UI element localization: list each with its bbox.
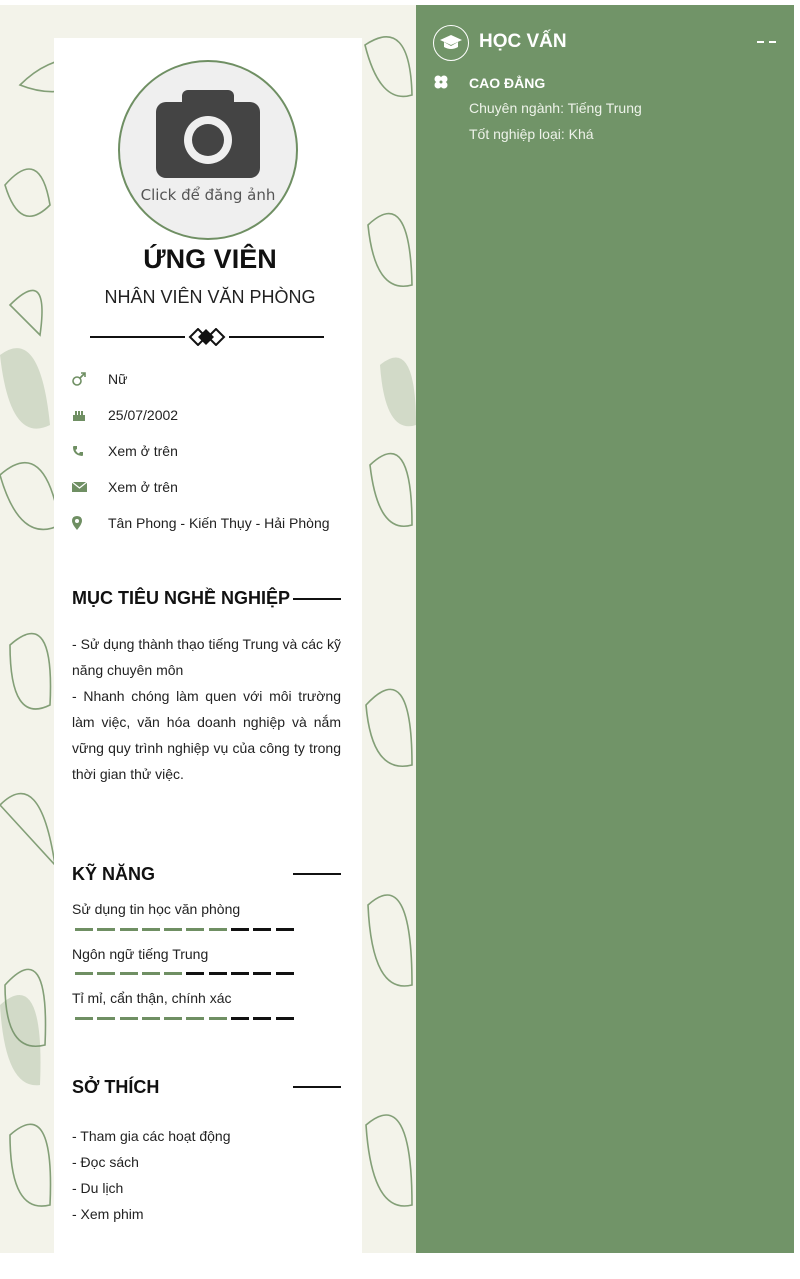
skill-segment-filled — [75, 972, 93, 975]
education-major: Chuyên ngành: Tiếng Trung — [469, 100, 642, 116]
birthday-cake-icon — [72, 408, 108, 422]
skill-segment-empty — [253, 972, 271, 975]
info-birthday — [72, 403, 178, 427]
hobbies-title: SỞ THÍCH — [72, 1077, 160, 1097]
education-school: CAO ĐẲNG — [469, 75, 546, 91]
objective-text — [72, 631, 341, 787]
avatar-upload[interactable] — [118, 60, 298, 240]
phone-icon — [72, 445, 108, 457]
skill-segment-filled — [120, 972, 138, 975]
skill-segment-filled — [186, 928, 204, 931]
camera-icon — [156, 88, 260, 180]
hobby-item: - Tham gia các hoạt động — [72, 1128, 231, 1144]
objective-line: - Sử dụng thành thạo tiếng Trung và các kỹ năng chuyên môn — [72, 636, 341, 678]
info-email — [72, 475, 178, 499]
skill-segment-empty — [231, 1017, 249, 1020]
skill-segment-filled — [209, 928, 227, 931]
hobby-item: - Xem phim — [72, 1206, 144, 1222]
info-gender — [72, 367, 127, 391]
skill-segment-filled — [120, 1017, 138, 1020]
skill-segment-empty — [276, 928, 294, 931]
skill-segment-empty — [253, 1017, 271, 1020]
skill-segment-empty — [231, 972, 249, 975]
skill-segment-filled — [164, 1017, 182, 1020]
candidate-position: NHÂN VIÊN VĂN PHÒNG — [104, 287, 316, 307]
skill-segment-empty — [209, 972, 227, 975]
skill-segment-filled — [75, 928, 93, 931]
education-grade: Tốt nghiệp loại: Khá — [469, 126, 594, 142]
objective-title: MỤC TIÊU NGHỀ NGHIỆP — [72, 588, 291, 608]
hobby-item: - Đọc sách — [72, 1154, 139, 1170]
phone-value: Xem ở trên — [108, 443, 178, 459]
skill-level-bar — [75, 1017, 298, 1020]
graduation-cap-icon — [433, 25, 469, 61]
skill-segment-empty — [186, 972, 204, 975]
skill-segment-filled — [142, 1017, 160, 1020]
skill-segment-empty — [276, 972, 294, 975]
education-title: HỌC VẤN — [479, 31, 567, 52]
hobby-item: - Du lịch — [72, 1180, 124, 1196]
skill-label: Sử dụng tin học văn phòng — [72, 901, 241, 917]
skill-segment-filled — [186, 1017, 204, 1020]
skill-segment-filled — [142, 928, 160, 931]
skill-segment-filled — [97, 972, 115, 975]
skill-segment-filled — [164, 928, 182, 931]
skill-label: Tỉ mỉ, cẩn thận, chính xác — [72, 990, 232, 1006]
ornament-divider — [90, 327, 324, 347]
skill-segment-empty — [231, 928, 249, 931]
section-menu-toggle[interactable] — [757, 41, 776, 43]
skill-segment-filled — [164, 972, 182, 975]
candidate-name: ỨNG VIÊN — [143, 244, 277, 274]
skill-level-bar — [75, 928, 298, 931]
objective-title-line — [293, 598, 341, 600]
map-marker-icon — [72, 516, 108, 530]
envelope-icon — [72, 481, 108, 493]
skills-title-line — [293, 873, 341, 875]
gender-value: Nữ — [108, 371, 128, 387]
diamond-ornament-icon — [188, 328, 226, 346]
skill-level-bar — [75, 972, 298, 975]
address-value: Tân Phong - Kiến Thụy - Hải Phòng — [108, 515, 330, 531]
info-address — [72, 511, 330, 535]
skill-segment-filled — [97, 1017, 115, 1020]
objective-line: - Nhanh chóng làm quen với môi trường làm việc, văn hóa doanh nghiệp và nắm vững quy trình nghiệp vụ của công ty trong thời gian thử việc. — [72, 688, 341, 782]
birthday-value: 25/07/2002 — [108, 407, 179, 423]
skill-segment-empty — [253, 928, 271, 931]
skill-segment-filled — [75, 1017, 93, 1020]
skills-title: KỸ NĂNG — [72, 864, 156, 884]
email-value: Xem ở trên — [108, 479, 178, 495]
skill-segment-empty — [276, 1017, 294, 1020]
education-panel — [416, 5, 794, 1253]
skill-segment-filled — [97, 928, 115, 931]
skill-segment-filled — [120, 928, 138, 931]
info-phone — [72, 439, 178, 463]
avatar-upload-label: Click để đăng ảnh — [140, 186, 276, 204]
skill-label: Ngôn ngữ tiếng Trung — [72, 946, 209, 962]
skill-segment-filled — [209, 1017, 227, 1020]
hobbies-title-line — [293, 1086, 341, 1088]
gender-icon — [72, 372, 108, 386]
clover-bullet-icon — [433, 74, 449, 95]
skill-segment-filled — [142, 972, 160, 975]
